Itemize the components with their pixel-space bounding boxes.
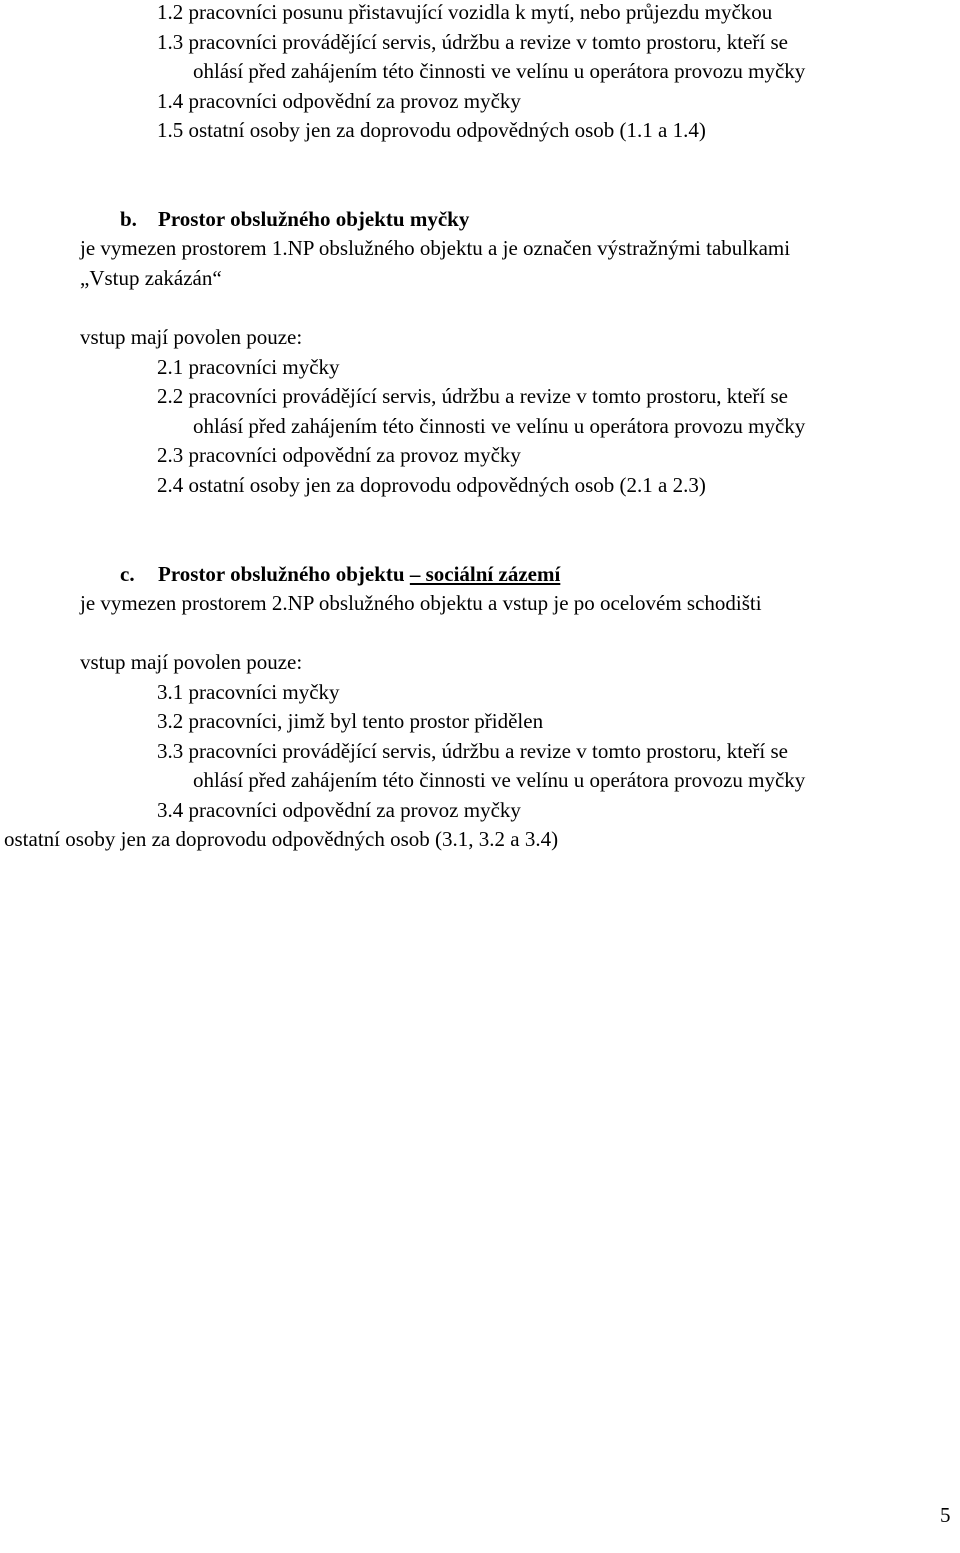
section-b-access-label: vstup mají povolen pouze: xyxy=(80,325,303,349)
section-b-marker: b. xyxy=(120,207,137,231)
list-item-1-5: 1.5 ostatní osoby jen za doprovodu odpovědných osob (1.1 a 1.4) xyxy=(157,118,706,142)
section-c-heading-part1: Prostor obslužného objektu xyxy=(158,562,405,586)
page-number: 5 xyxy=(940,1503,951,1527)
section-b-heading: Prostor obslužného objektu myčky xyxy=(158,207,470,231)
list-item-3-1: 3.1 pracovníci myčky xyxy=(157,680,340,704)
list-item-3-4: 3.4 pracovníci odpovědní za provoz myčky xyxy=(157,798,521,822)
list-item-2-2-line1: 2.2 pracovníci provádějící servis, údržbu a revize v tomto prostoru, kteří se xyxy=(157,384,788,408)
list-item-1-4: 1.4 pracovníci odpovědní za provoz myčky xyxy=(157,89,521,113)
section-c-heading xyxy=(158,559,560,589)
list-item-1-3-line2: ohlásí před zahájením této činnosti ve velínu u operátora provozu myčky xyxy=(193,59,806,83)
list-item-3-5: ostatní osoby jen za doprovodu odpovědných osob (3.1, 3.2 a 3.4) xyxy=(4,827,559,851)
list-item-2-2-line2: ohlásí před zahájením této činnosti ve velínu u operátora provozu myčky xyxy=(193,414,806,438)
list-item-3-3-line2: ohlásí před zahájením této činnosti ve velínu u operátora provozu myčky xyxy=(193,768,806,792)
list-item-3-2: 3.2 pracovníci, jimž byl tento prostor přidělen xyxy=(157,709,544,733)
section-c-access-label: vstup mají povolen pouze: xyxy=(80,650,303,674)
section-b-description-line1: je vymezen prostorem 1.NP obslužného objektu a je označen výstražnými tabulkami xyxy=(80,236,791,260)
list-item-2-3: 2.3 pracovníci odpovědní za provoz myčky xyxy=(157,443,521,467)
list-item-1-2: 1.2 pracovníci posunu přistavující vozidla k mytí, nebo průjezdu myčkou xyxy=(157,0,773,24)
section-b-description-line2: „Vstup zakázán“ xyxy=(80,266,222,290)
list-item-2-4: 2.4 ostatní osoby jen za doprovodu odpovědných osob (2.1 a 2.3) xyxy=(157,473,706,497)
section-c-description-line1: je vymezen prostorem 2.NP obslužného objektu a vstup je po ocelovém schodišti xyxy=(80,591,762,615)
section-c-heading-part2: – sociální zázemí xyxy=(409,562,561,586)
list-item-1-3-line1: 1.3 pracovníci provádějící servis, údržbu a revize v tomto prostoru, kteří se xyxy=(157,30,788,54)
list-item-2-1: 2.1 pracovníci myčky xyxy=(157,355,340,379)
list-item-3-3-line1: 3.3 pracovníci provádějící servis, údržbu a revize v tomto prostoru, kteří se xyxy=(157,739,788,763)
section-c-marker: c. xyxy=(120,562,135,586)
